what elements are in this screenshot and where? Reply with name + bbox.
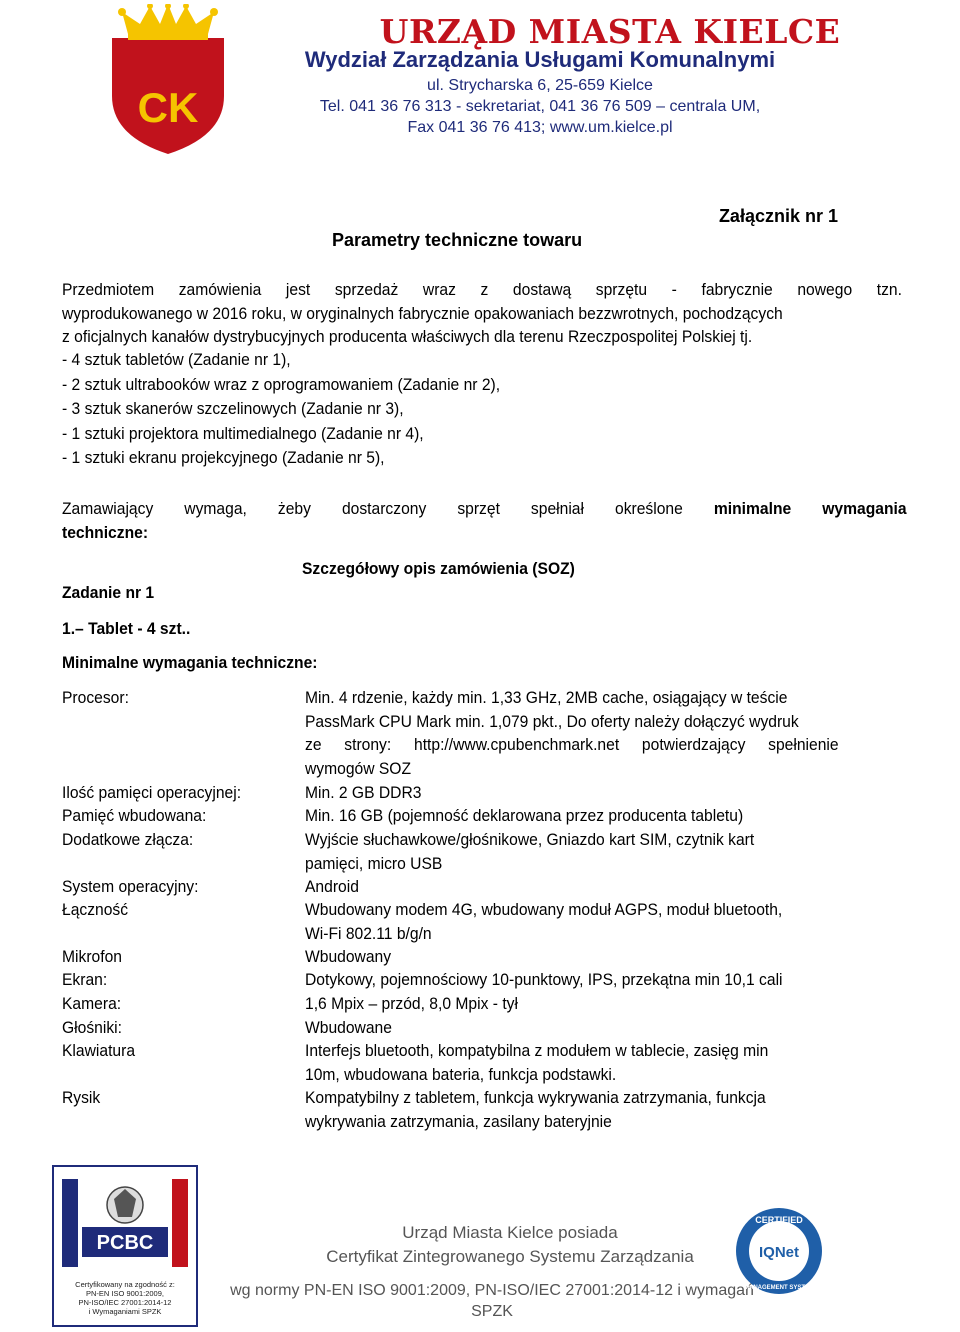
spec-value <box>305 686 839 780</box>
list-item: - 3 sztuk skanerów szczelinowych (Zadanie nr 3), <box>62 399 404 418</box>
spec-value: Min. 2 GB DDR3 <box>305 783 422 802</box>
pcbc-note: PN-EN ISO 9001:2009, <box>86 1289 164 1298</box>
intro-line-1: Przedmiotem zamówienia jest sprzedaż wraz z dostawą sprzętu - fabrycznie nowego tzn. <box>62 280 902 299</box>
iqnet-certified-seal <box>734 1206 830 1302</box>
spec-value-line: Interfejs bluetooth, kompatybilna z modułem w tablecie, zasięg min <box>305 1041 769 1060</box>
spec-label: Dodatkowe złącza: <box>62 830 194 849</box>
pcbc-certificate-logo <box>52 1165 198 1327</box>
spec-value-line: wymogów SOZ <box>305 758 412 778</box>
intro-paragraph <box>62 278 902 349</box>
footer-line-2: Certyfikat Zintegrowanego Systemu Zarządzania <box>326 1247 694 1266</box>
requirement-bold: minimalne wymagania <box>713 499 907 518</box>
list-item: - 1 sztuki projektora multimedialnego (Zadanie nr 4), <box>62 423 424 443</box>
requirement-line-2: techniczne: <box>62 522 149 542</box>
pcbc-note: PN-ISO/IEC 27001:2014-12 <box>78 1298 172 1307</box>
item-list <box>62 348 835 471</box>
spec-label: Klawiatura <box>62 1041 136 1060</box>
soz-title: Szczegółowy opis zamówienia (SOZ) <box>302 559 575 578</box>
pcbc-name: PCBC <box>96 1232 154 1254</box>
spec-value-line: PassMark CPU Mark min. 1,079 pkt., Do oferty należy dołączyć wydruk <box>305 711 799 731</box>
spec-value-line: Kompatybilny z tabletem, funkcja wykrywania zatrzymania, funkcja <box>305 1088 766 1107</box>
department-name: Wydział Zarządzania Usługami Komunalnymi <box>304 47 776 72</box>
spec-label: Kamera: <box>62 994 122 1013</box>
spec-value-line: 10m, wbudowana bateria, funkcja podstawki. <box>305 1064 617 1084</box>
pcbc-note: i Wymaganiami SPZK <box>88 1307 162 1316</box>
spec-label: System operacyjny: <box>62 877 199 896</box>
list-item: - 1 sztuki ekranu projekcyjnego (Zadanie nr 5), <box>62 448 385 467</box>
spec-value: Min. 16 GB (pojemność deklarowana przez producenta tabletu) <box>305 806 744 825</box>
spec-label: Ekran: <box>62 970 108 989</box>
spec-label: Łączność <box>62 900 129 919</box>
spec-label: Pamięć wbudowana: <box>62 806 207 825</box>
spec-value <box>305 828 839 875</box>
spec-label: Głośniki: <box>62 1018 122 1037</box>
office-name: URZĄD MIASTA KIELCE <box>379 12 841 51</box>
pcbc-note: Certyfikowany na zgodność z: <box>75 1280 175 1289</box>
spec-value-line: wykrywania zatrzymania, zasilany bateryjnie <box>305 1111 612 1131</box>
spec-value: Android <box>305 877 359 896</box>
list-item: - 4 sztuk tabletów (Zadanie nr 1), <box>62 350 291 369</box>
address-line: ul. Strycharska 6, 25-659 Kielce <box>427 77 653 94</box>
requirement-paragraph <box>62 497 907 544</box>
seal-bottom-text: MANAGEMENT SYSTEM <box>743 1285 815 1291</box>
attachment-label: Załącznik nr 1 <box>718 206 838 226</box>
spec-label: Ilość pamięci operacyjnej: <box>62 783 242 802</box>
phone-line: Tel. 041 36 76 313 - sekretariat, 041 36 76 509 – centrala UM, <box>319 98 761 115</box>
spec-value-line: Wi-Fi 802.11 b/g/n <box>305 923 432 943</box>
spec-value-line: ze strony: http://www.cpubenchmark.net potwierdzający spełnienie <box>305 735 839 754</box>
document-title: Parametry techniczne towaru <box>332 230 583 250</box>
spec-value <box>305 1039 839 1086</box>
spec-value <box>305 1086 839 1133</box>
list-item: - 2 sztuk ultrabooków wraz z oprogramowaniem (Zadanie nr 2), <box>62 374 501 394</box>
footer-line-1: Urząd Miasta Kielce posiada <box>402 1223 618 1242</box>
task-title: Zadanie nr 1 <box>62 583 155 602</box>
crest-initials: CK <box>137 84 199 131</box>
spec-value <box>305 898 839 945</box>
spec-value-line: Min. 4 rdzenie, każdy min. 1,33 GHz, 2MB cache, osiągający w teście <box>305 688 788 707</box>
fax-website-line: Fax 041 36 76 413; www.um.kielce.pl <box>407 119 673 136</box>
city-crest-logo <box>108 4 228 156</box>
seal-top-text: CERTIFIED <box>755 1215 803 1225</box>
spec-value: Wbudowany <box>305 947 392 966</box>
footer-line-3: wg normy PN-EN ISO 9001:2009, PN-ISO/IEC 27001:2014-12 i wymagań SPZK <box>230 1282 754 1320</box>
min-requirements-title: Minimalne wymagania techniczne: <box>62 653 318 672</box>
spec-label: Procesor: <box>62 688 129 707</box>
intro-line-2: wyprodukowanego w 2016 roku, w oryginalnych fabrycznie opakowaniach bezzwrotnych, pochodzących <box>62 303 783 323</box>
intro-line-3: z oficjalnych kanałów dystrybucyjnych producenta właściwych dla terenu Rzeczpospolitej Polskiej tj. <box>62 327 753 346</box>
spec-value-line: pamięci, micro USB <box>305 853 443 873</box>
spec-value-line: Wbudowany modem 4G, wbudowany moduł AGPS, moduł bluetooth, <box>305 900 783 919</box>
seal-logo-text: IQNet <box>758 1244 800 1261</box>
requirement-text: Zamawiający wymaga, żeby dostarczony sprzęt spełniał określone <box>62 499 714 518</box>
spec-value: Dotykowy, pojemnościowy 10-punktowy, IPS, przekątna min 10,1 cali <box>305 970 783 989</box>
spec-value: Wbudowane <box>305 1018 392 1037</box>
tablet-title: 1.– Tablet - 4 szt.. <box>62 619 191 638</box>
spec-label: Mikrofon <box>62 947 122 966</box>
spec-value-line: Wyjście słuchawkowe/głośnikowe, Gniazdo kart SIM, czytnik kart <box>305 830 755 849</box>
spec-label: Rysik <box>62 1088 101 1107</box>
spec-value: 1,6 Mpix – przód, 8,0 Mpix - tył <box>305 994 518 1013</box>
